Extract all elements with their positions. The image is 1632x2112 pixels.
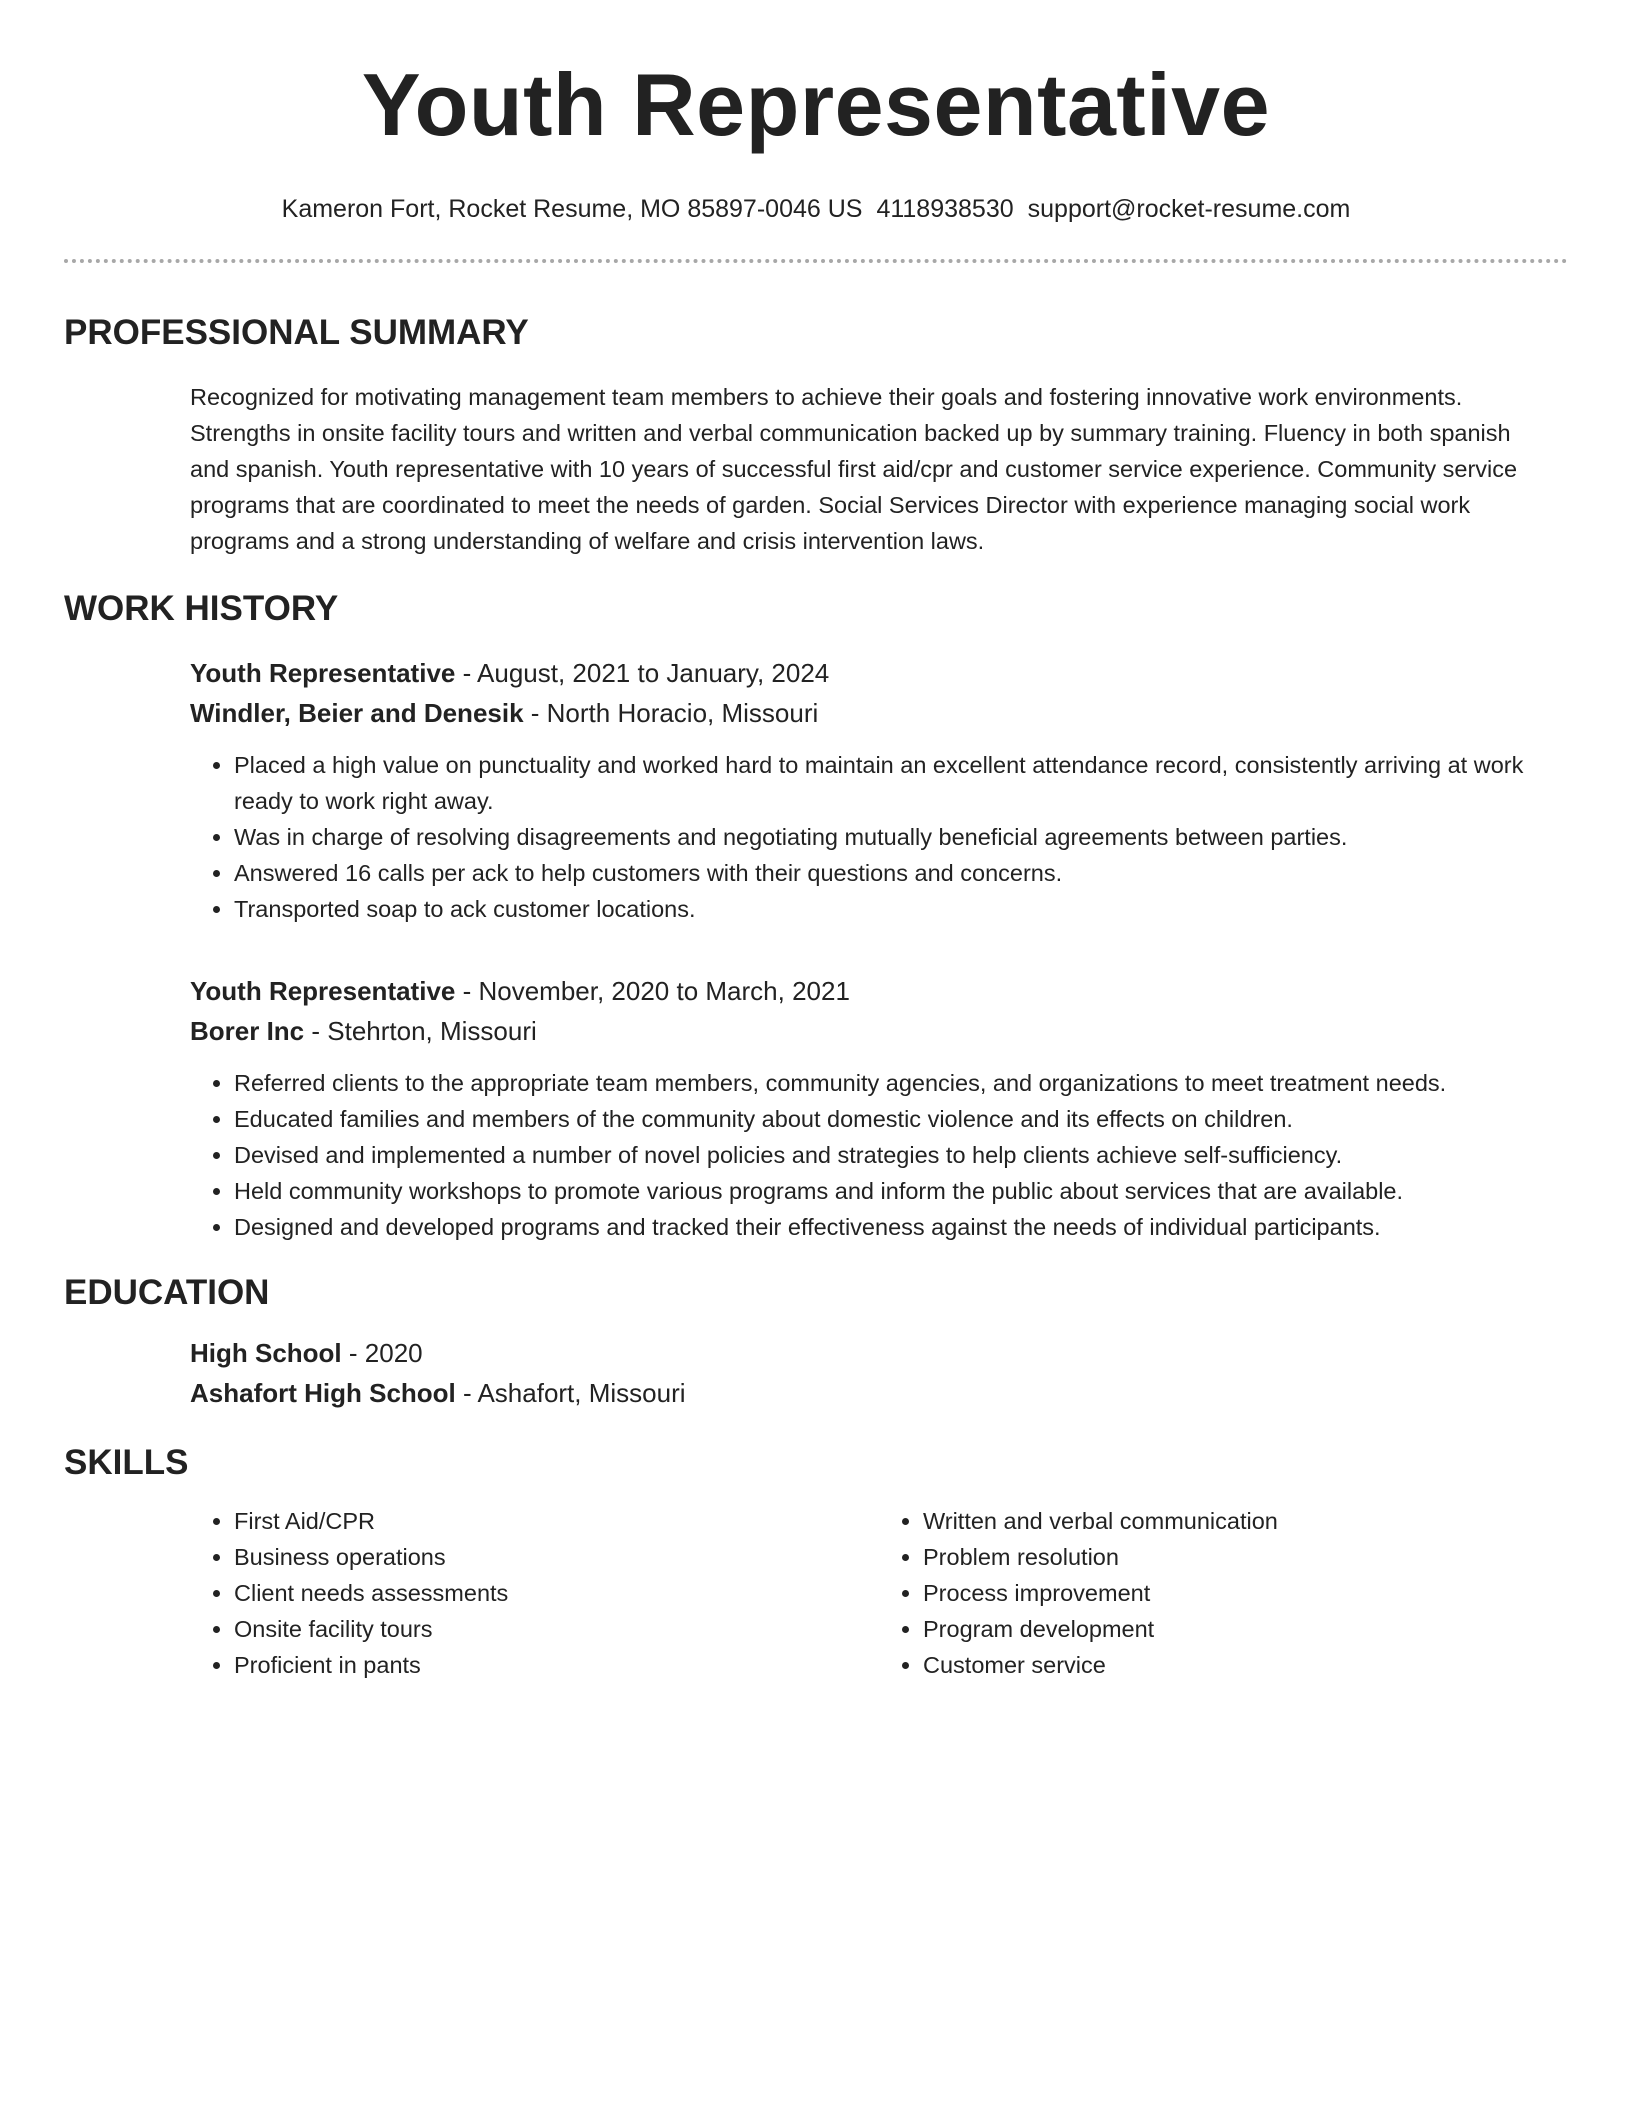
education-section bbox=[64, 1271, 1568, 1413]
summary-text: Recognized for motivating management team members to achieve their goals and fostering innovative work environments. Strengths in onsite facility tours and written and verbal communication backed up by summary training. Fluency in both spanish and spanish. Youth representative with 10 years of successful first aid/cpr and customer service experience. Community service programs that are coordinated to meet the needs of garden. Social Services Director with experience managing social work programs and a strong understanding of welfare and crisis intervention laws. bbox=[190, 384, 1518, 554]
contact-line bbox=[64, 193, 1568, 225]
skills-heading: SKILLS bbox=[64, 1443, 189, 1482]
skills-left-list bbox=[190, 1503, 879, 1683]
skill-item: • Process improvement bbox=[923, 1575, 1568, 1611]
work-history-section bbox=[64, 587, 1568, 1245]
contact-address: Kameron Fort, Rocket Resume, MO 85897-0046 US bbox=[281, 195, 863, 223]
job-bullets bbox=[190, 747, 1568, 927]
job-bullets bbox=[190, 1065, 1568, 1245]
job-company-line bbox=[190, 1011, 1568, 1051]
education-heading: EDUCATION bbox=[64, 1273, 270, 1312]
summary-section bbox=[64, 311, 1568, 559]
job-bullet: • Educated families and members of the community about domestic violence and its effects on children. bbox=[234, 1101, 1568, 1137]
job-bullet: • Transported soap to ack customer locations. bbox=[234, 891, 1568, 927]
skills-right-list bbox=[879, 1503, 1568, 1683]
summary-heading: PROFESSIONAL SUMMARY bbox=[64, 313, 529, 352]
education-school: Ashafort High School bbox=[190, 1378, 456, 1408]
skills-section bbox=[64, 1441, 1568, 1683]
education-entry bbox=[190, 1333, 1568, 1413]
contact-phone: 4118938530 bbox=[876, 195, 1014, 223]
job-bullet: • Was in charge of resolving disagreements and negotiating mutually beneficial agreements between parties. bbox=[234, 819, 1568, 855]
skills-columns bbox=[190, 1503, 1568, 1683]
contact-email: support@rocket-resume.com bbox=[1027, 195, 1351, 223]
job-location: - North Horacio, Missouri bbox=[523, 698, 819, 728]
skill-item: • Business operations bbox=[234, 1539, 879, 1575]
resume-title: Youth Representative bbox=[361, 55, 1271, 154]
header-divider bbox=[64, 259, 1568, 263]
skill-item: • Program development bbox=[923, 1611, 1568, 1647]
education-school-line bbox=[190, 1373, 1568, 1413]
skill-item: • Customer service bbox=[923, 1647, 1568, 1683]
job-bullet: • Answered 16 calls per ack to help customers with their questions and concerns. bbox=[234, 855, 1568, 891]
skill-item: • Onsite facility tours bbox=[234, 1611, 879, 1647]
job-entry bbox=[190, 971, 1568, 1245]
job-company: Windler, Beier and Denesik bbox=[190, 698, 524, 728]
job-entry bbox=[190, 653, 1568, 927]
job-location: - Stehrton, Missouri bbox=[304, 1016, 537, 1046]
work-history-heading: WORK HISTORY bbox=[64, 589, 339, 628]
education-degree: High School bbox=[190, 1338, 342, 1368]
education-location: - Ashafort, Missouri bbox=[455, 1378, 686, 1408]
job-title: Youth Representative bbox=[190, 976, 456, 1006]
job-title: Youth Representative bbox=[190, 658, 456, 688]
job-dates: - August, 2021 to January, 2024 bbox=[455, 658, 830, 688]
skill-item: • Proficient in pants bbox=[234, 1647, 879, 1683]
skill-item: • Client needs assessments bbox=[234, 1575, 879, 1611]
job-title-line bbox=[190, 971, 1568, 1011]
job-title-line bbox=[190, 653, 1568, 693]
education-degree-line bbox=[190, 1333, 1568, 1373]
education-year: - 2020 bbox=[341, 1338, 423, 1368]
skill-item: • Problem resolution bbox=[923, 1539, 1568, 1575]
job-company-line bbox=[190, 693, 1568, 733]
job-bullet: • Devised and implemented a number of novel policies and strategies to help clients achieve self-sufficiency. bbox=[234, 1137, 1568, 1173]
job-bullet: • Referred clients to the appropriate team members, community agencies, and organizations to meet treatment needs. bbox=[234, 1065, 1568, 1101]
job-company: Borer Inc bbox=[190, 1016, 305, 1046]
skill-item: • First Aid/CPR bbox=[234, 1503, 879, 1539]
job-bullet: • Designed and developed programs and tracked their effectiveness against the needs of individual participants. bbox=[234, 1209, 1568, 1245]
job-dates: - November, 2020 to March, 2021 bbox=[455, 976, 850, 1006]
job-bullet: • Placed a high value on punctuality and worked hard to maintain an excellent attendance record, consistently arriving at work ready to work right away. bbox=[234, 747, 1568, 819]
skill-item: • Written and verbal communication bbox=[923, 1503, 1568, 1539]
job-bullet: • Held community workshops to promote various programs and inform the public about services that are available. bbox=[234, 1173, 1568, 1209]
